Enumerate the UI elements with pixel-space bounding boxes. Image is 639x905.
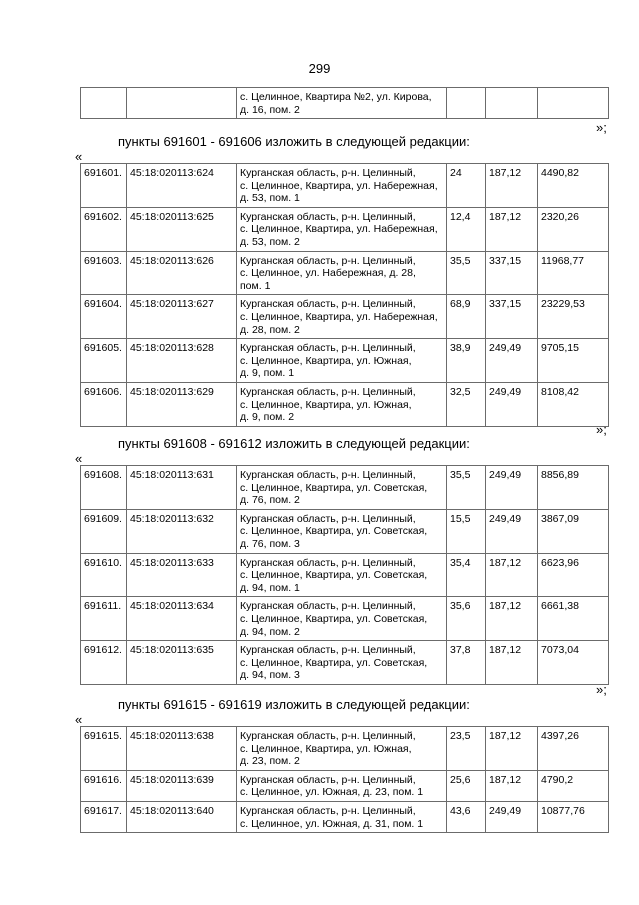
cell-cadastral [127,88,237,119]
table-row [81,339,609,383]
continuation-table [80,87,609,119]
close-quote: »; [596,120,607,135]
section-table [80,465,609,685]
cell-number: 691616. [81,770,127,801]
cell-address [237,207,447,251]
address-line: д. 76, пом. 3 [240,537,300,550]
cell-address [237,553,447,597]
cell-sum: 8108,42 [538,382,609,426]
cell-address [237,801,447,832]
table-row [81,382,609,426]
cell-rate: 249,49 [486,339,538,383]
table-row [81,801,609,832]
cell-rate: 187,12 [486,597,538,641]
table-row [81,207,609,251]
cell-rate: 187,12 [486,553,538,597]
cell-address [237,88,447,119]
address-line: пом. 1 [240,279,271,292]
address-line: с. Целинное, Квартира, ул. Советская, [240,656,428,669]
cell-number: 691601. [81,164,127,208]
address-line: д. 28, пом. 2 [240,323,300,336]
cell-number: 691606. [81,382,127,426]
cell-rate [486,88,538,119]
cell-address [237,251,447,295]
table-row [81,466,609,510]
address-line: Курганская область, р-н. Целинный, [240,298,416,311]
address-line: д. 9, пом. 1 [240,367,295,380]
cell-sum: 23229,53 [538,295,609,339]
cell-area: 38,9 [447,339,486,383]
cell-cadastral: 45:18:020113:638 [127,727,237,771]
table-row [81,164,609,208]
address-line: с. Целинное, Квартира, ул. Советская, [240,569,428,582]
cell-number: 691617. [81,801,127,832]
cell-rate: 187,12 [486,207,538,251]
cell-sum: 6623,96 [538,553,609,597]
address-line: с. Целинное, Квартира, ул. Советская, [240,525,428,538]
cell-sum: 10877,76 [538,801,609,832]
cell-cadastral: 45:18:020113:631 [127,466,237,510]
address-line: с. Целинное, Квартира, ул. Южная, [240,742,412,755]
cell-area: 24 [447,164,486,208]
cell-cadastral: 45:18:020113:628 [127,339,237,383]
cell-number: 691608. [81,466,127,510]
cell-address [237,641,447,685]
cell-rate: 249,49 [486,466,538,510]
address-line: с. Целинное, ул. Набережная, д. 28, [240,267,416,280]
cell-address [237,339,447,383]
cell-rate: 337,15 [486,251,538,295]
cell-rate: 249,49 [486,509,538,553]
address-line: Курганская область, р-н. Целинный, [240,512,416,525]
cell-rate: 187,12 [486,770,538,801]
cell-number: 691605. [81,339,127,383]
address-line: Курганская область, р-н. Целинный, [240,644,416,657]
cell-address [237,597,447,641]
cell-number: 691603. [81,251,127,295]
address-line: с. Целинное, Квартира, ул. Набережная, [240,223,438,236]
cell-area: 25,6 [447,770,486,801]
cell-area: 35,6 [447,597,486,641]
cell-rate: 187,12 [486,164,538,208]
cell-area: 23,5 [447,727,486,771]
cell-cadastral: 45:18:020113:629 [127,382,237,426]
cell-cadastral: 45:18:020113:640 [127,801,237,832]
cell-number: 691611. [81,597,127,641]
table-row [81,88,609,119]
address-line: с. Целинное, Квартира №2, ул. Кирова, [240,91,432,103]
address-line: д. 76, пом. 2 [240,494,300,507]
cell-cadastral: 45:18:020113:632 [127,509,237,553]
address-line: Курганская область, р-н. Целинный, [240,210,416,223]
address-line: с. Целинное, Квартира, ул. Южная, [240,354,412,367]
cell-address [237,466,447,510]
cell-rate: 187,12 [486,641,538,685]
table-row [81,509,609,553]
address-line: с. Целинное, Квартира, ул. Набережная, [240,179,438,192]
table-row [81,727,609,771]
address-line: с. Целинное, Квартира, ул. Набережная, [240,310,438,323]
cell-sum: 9705,15 [538,339,609,383]
cell-address [237,164,447,208]
cell-sum: 4790,2 [538,770,609,801]
address-line: д. 9, пом. 2 [240,411,295,424]
address-line: д. 94, пом. 3 [240,669,300,682]
cell-number [81,88,127,119]
cell-number: 691610. [81,553,127,597]
cell-number: 691612. [81,641,127,685]
address-line: д. 94, пом. 1 [240,581,300,594]
cell-area: 12,4 [447,207,486,251]
address-line: Курганская область, р-н. Целинный, [240,254,416,267]
section-table [80,163,609,427]
open-quote: « [75,712,83,727]
cell-cadastral: 45:18:020113:633 [127,553,237,597]
cell-sum: 3867,09 [538,509,609,553]
address-line: Курганская область, р-н. Целинный, [240,385,416,398]
address-line: д. 16, пом. 2 [240,103,300,116]
address-line: Курганская область, р-н. Целинный, [240,804,416,817]
cell-sum: 7073,04 [538,641,609,685]
cell-area: 15,5 [447,509,486,553]
cell-address [237,382,447,426]
table-row [81,251,609,295]
address-line: Курганская область, р-н. Целинный, [240,167,416,179]
address-line: д. 94, пом. 2 [240,625,300,638]
cell-sum: 4397,26 [538,727,609,771]
close-quote: »; [596,682,607,697]
address-line: с. Целинное, ул. Южная, д. 31, пом. 1 [240,817,424,830]
cell-address [237,727,447,771]
cell-cadastral: 45:18:020113:624 [127,164,237,208]
address-line: Курганская область, р-н. Целинный, [240,730,416,742]
section-instruction: пункты 691601 - 691606 изложить в следующей редакции: [118,134,470,149]
cell-number: 691602. [81,207,127,251]
cell-address [237,295,447,339]
close-quote: »; [596,422,607,437]
page-number: 299 [308,61,331,76]
cell-area: 35,4 [447,553,486,597]
address-line: с. Целинное, Квартира, ул. Советская, [240,612,428,625]
open-quote: « [75,149,83,164]
cell-sum: 8856,89 [538,466,609,510]
cell-area: 37,8 [447,641,486,685]
address-line: с. Целинное, ул. Южная, д. 23, пом. 1 [240,786,424,799]
address-line: с. Целинное, Квартира, ул. Южная, [240,398,412,411]
cell-cadastral: 45:18:020113:626 [127,251,237,295]
address-line: с. Целинное, Квартира, ул. Советская, [240,481,428,494]
address-line: Курганская область, р-н. Целинный, [240,342,416,355]
cell-address [237,509,447,553]
cell-sum [538,88,609,119]
cell-cadastral: 45:18:020113:634 [127,597,237,641]
section-instruction: пункты 691615 - 691619 изложить в следующей редакции: [118,697,470,712]
section-instruction: пункты 691608 - 691612 изложить в следующей редакции: [118,436,470,451]
address-line: д. 23, пом. 2 [240,755,300,768]
cell-cadastral: 45:18:020113:627 [127,295,237,339]
cell-area: 43,6 [447,801,486,832]
address-line: Курганская область, р-н. Целинный, [240,469,416,481]
address-line: д. 53, пом. 2 [240,235,300,248]
table-row [81,641,609,685]
cell-rate: 249,49 [486,801,538,832]
cell-area: 35,5 [447,466,486,510]
table-row [81,770,609,801]
cell-cadastral: 45:18:020113:625 [127,207,237,251]
cell-sum: 6661,38 [538,597,609,641]
address-line: Курганская область, р-н. Целинный, [240,556,416,569]
cell-area: 35,5 [447,251,486,295]
address-line: Курганская область, р-н. Целинный, [240,773,416,786]
cell-rate: 337,15 [486,295,538,339]
cell-number: 691604. [81,295,127,339]
cell-area: 68,9 [447,295,486,339]
cell-address [237,770,447,801]
cell-rate: 249,49 [486,382,538,426]
address-line: Курганская область, р-н. Целинный, [240,600,416,613]
cell-number: 691609. [81,509,127,553]
table-row [81,295,609,339]
cell-area: 32,5 [447,382,486,426]
cell-sum: 11968,77 [538,251,609,295]
table-row [81,597,609,641]
address-line: д. 53, пом. 1 [240,192,300,205]
cell-sum: 2320,26 [538,207,609,251]
cell-rate: 187,12 [486,727,538,771]
section-table [80,726,609,833]
cell-sum: 4490,82 [538,164,609,208]
cell-cadastral: 45:18:020113:635 [127,641,237,685]
cell-area [447,88,486,119]
table-row [81,553,609,597]
cell-number: 691615. [81,727,127,771]
cell-cadastral: 45:18:020113:639 [127,770,237,801]
open-quote: « [75,451,83,466]
